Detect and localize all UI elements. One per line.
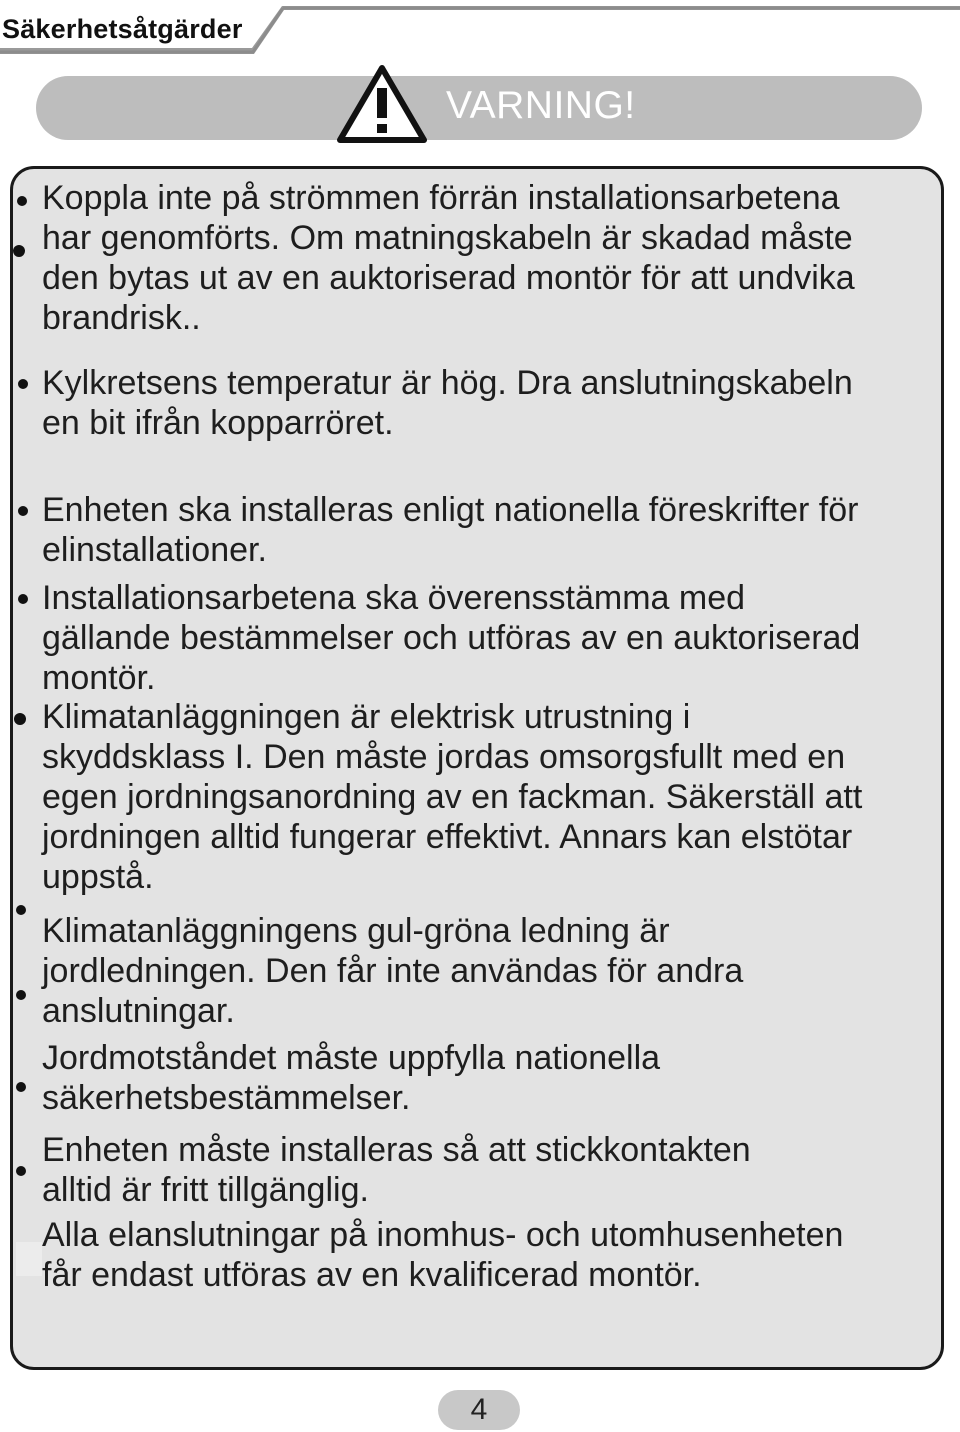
safety-paragraph-1: Koppla inte på strömmen förrän installationsarbetena har genomförts. Om matningskabeln är skadad måste den bytas ut av en auktoriserad montör för att undvika brandrisk.. [42,179,855,337]
bullet-2 [18,379,28,389]
bullet-1 [17,196,27,206]
safety-paragraph-2: Kylkretsens temperatur är hög. Dra anslutningskabeln en bit ifrån kopparröret. [42,364,853,442]
safety-paragraph-6: Klimatanläggningens gul-gröna ledning är jordledningen. Den får inte användas för andra anslutningar. [42,912,744,1030]
safety-paragraph-9: Alla elanslutningar på inomhus- och utomhusenheten får endast utföras av en kvalificerad montör. [42,1216,844,1294]
section-title: Säkerhetsåtgärder [2,14,243,44]
bullet-6b [16,990,26,1000]
bullet-1b [13,245,25,257]
safety-paragraph-3: Enheten ska installeras enligt nationella föreskrifter för elinstallationer. [42,491,859,569]
bullet-9-mark [16,1242,42,1276]
safety-paragraph-8: Enheten måste installeras så att stickkontakten alltid är fritt tillgänglig. [42,1131,751,1209]
bullet-5 [14,713,26,725]
bullet-6 [16,905,26,915]
bullet-4 [18,594,28,604]
safety-paragraph-4: Installationsarbetena ska överensstämma med gällande bestämmelser och utföras av en auktoriserad montör. [42,579,861,697]
safety-paragraph-5: Klimatanläggningen är elektrisk utrustning i skyddsklass I. Den måste jordas omsorgsfullt med en egen jordningsanordning av en fackman. Säkerställ att jordningen alltid fungerar effektivt. Annars kan elstötar uppstå. [42,698,863,896]
bullet-8 [16,1166,26,1176]
page-number: 4 [438,1390,520,1430]
bullet-3 [18,506,28,516]
warning-title: VARNING! [446,84,636,127]
safety-paragraph-7: Jordmotståndet måste uppfylla nationella säkerhetsbestämmelser. [42,1039,661,1117]
bullet-7 [16,1082,26,1092]
section-header-tab [0,0,960,60]
warning-triangle-icon [336,64,428,144]
